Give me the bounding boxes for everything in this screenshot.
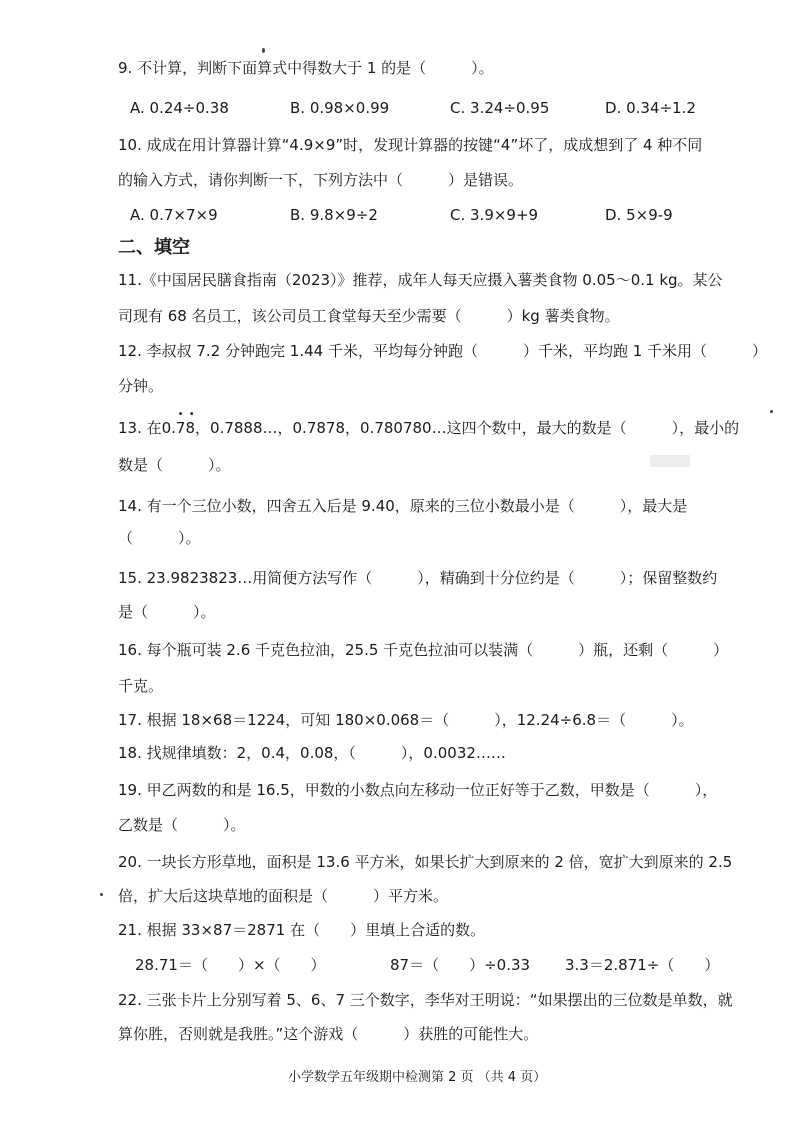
question-21-blank-a: 28.71＝（ ）×（ ）	[135, 956, 326, 974]
scan-smudge	[650, 455, 690, 467]
question-19-line-2: 乙数是（ ）。	[118, 816, 246, 834]
question-9-option-b: B. 0.98×0.99	[290, 99, 390, 117]
question-21-blank-c: 3.3＝2.871÷（ ）	[565, 956, 720, 974]
question-14-line-1: 14. 有一个三位小数，四舍五入后是 9.40，原来的三位小数最小是（ ），最大是	[118, 497, 688, 515]
repeating-dots: • •	[177, 409, 196, 420]
question-10-line-2: 的输入方式，请你判断一下，下列方法中（ ）是错误。	[118, 171, 524, 189]
question-10-option-d: D. 5×9-9	[605, 206, 673, 224]
question-15-line-2: 是（ ）。	[118, 603, 216, 621]
question-17: 17. 根据 18×68＝1224，可知 180×0.068＝（ ），12.24÷6.8＝（ ）。	[118, 711, 694, 729]
question-13-line-1	[118, 409, 740, 438]
question-22-line-2: 算你胜，否则就是我胜。”这个游戏（ ）获胜的可能性大。	[118, 1025, 539, 1043]
question-21-line-1: 21. 根据 33×87＝2871 在（ ）里填上合适的数。	[118, 921, 486, 939]
question-12-line-1: 12. 李叔叔 7.2 分钟跑完 1.44 千米，平均每分钟跑（ ）千米，平均跑 1 千米用（ ）	[118, 342, 768, 360]
question-11-line-2: 司现有 68 名员工，该公司员工食堂每天至少需要（ ）kg 薯类食物。	[118, 307, 620, 325]
page-footer: 小学数学五年级期中检测第 2 页 （共 4 页）	[288, 1070, 547, 1085]
question-10-line-1: 10. 成成在用计算器计算“4.9×9”时，发现计算器的按键“4”坏了，成成想到了 4 种不同	[118, 136, 703, 154]
scan-speck	[262, 48, 265, 53]
question-13-repeating-decimal: • • 0.78	[161, 409, 196, 437]
question-21-blank-b: 87＝（ ）÷0.33	[390, 956, 531, 974]
question-10-option-a: A. 0.7×7×9	[130, 206, 218, 224]
question-20-line-1: 20. 一块长方形草地，面积是 13.6 平方米，如果长扩大到原来的 2 倍，宽扩大到原来的 2.5	[118, 853, 733, 871]
question-9-option-a: A. 0.24÷0.38	[130, 99, 229, 117]
question-9-option-d: D. 0.34÷1.2	[605, 99, 696, 117]
question-22-line-1: 22. 三张卡片上分别写着 5、6、7 三个数字，李华对王明说：“如果摆出的三位数是单数，就	[118, 991, 733, 1009]
question-19-line-1: 19. 甲乙两数的和是 16.5，甲数的小数点向左移动一位正好等于乙数，甲数是（ ），	[118, 781, 718, 799]
section-2-heading: 二、填空	[118, 237, 190, 258]
question-12-line-2: 分钟。	[118, 377, 164, 395]
question-11-line-1: 11.《中国居民膳食指南（2023）》推荐，成年人每天应摄入薯类食物 0.05～0.1 kg。某公	[118, 271, 723, 289]
question-10-option-c: C. 3.9×9+9	[450, 206, 539, 224]
question-13-prefix: 13. 在	[118, 419, 162, 437]
question-13-line-2: 数是（ ）。	[118, 456, 231, 474]
question-15-line-1: 15. 23.9823823…用简便方法写作（ ），精确到十分位约是（ ）；保留整数约	[118, 569, 718, 587]
question-13-rest: ，0.7888…，0.7878，0.780780…这四个数中，最大的数是（ ），最小的	[195, 419, 740, 437]
question-14-line-2: （ ）。	[118, 529, 201, 547]
question-16-line-2: 千克。	[118, 677, 164, 695]
question-16-line-1: 16. 每个瓶可装 2.6 千克色拉油，25.5 千克色拉油可以装满（ ）瓶，还剩（ ）	[118, 641, 729, 659]
question-20-line-2: 倍，扩大后这块草地的面积是（ ）平方米。	[118, 887, 449, 905]
question-10-option-b: B. 9.8×9÷2	[290, 206, 378, 224]
question-18: 18. 找规律填数：2，0.4，0.08，（ ），0.0032……	[118, 744, 506, 762]
question-9-text: 9. 不计算，判断下面算式中得数大于 1 的是（ ）。	[118, 59, 494, 77]
scan-speck	[770, 410, 773, 413]
scan-speck	[100, 893, 103, 896]
question-9-option-c: C. 3.24÷0.95	[450, 99, 550, 117]
